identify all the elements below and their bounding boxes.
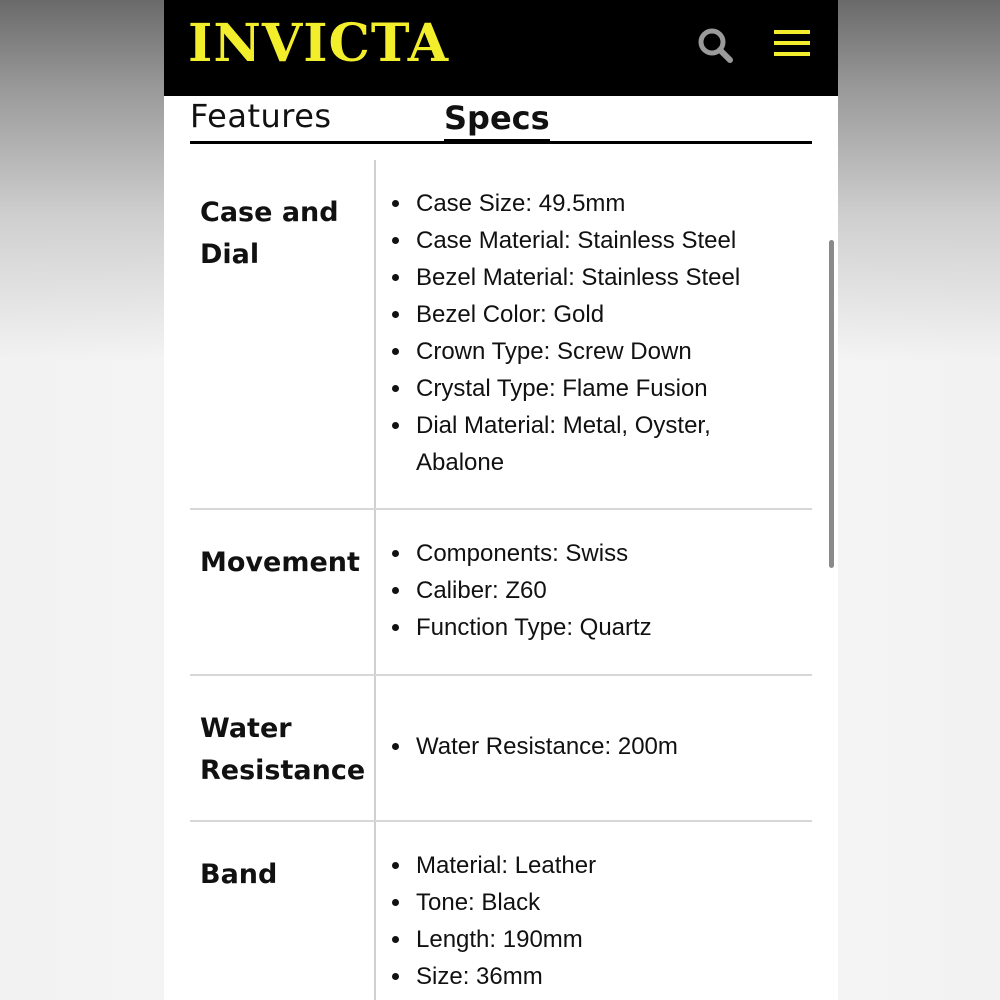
- list-item: Dial Material: Metal, Oyster, Abalone: [388, 407, 736, 481]
- hamburger-menu-icon: [772, 26, 814, 62]
- mobile-page: [164, 0, 838, 1000]
- row-divider: [190, 820, 812, 822]
- spec-label-movement: Movement: [200, 547, 360, 578]
- list-item: Crystal Type: Flame Fusion: [388, 370, 808, 407]
- spec-label-case-and-dial: Case and Dial: [200, 197, 339, 270]
- list-item: Bezel Color: Gold: [388, 296, 808, 333]
- background-right: [838, 0, 1000, 360]
- tab-features[interactable]: Features: [190, 97, 332, 135]
- column-divider: [374, 510, 376, 674]
- spec-list-case-and-dial: [388, 185, 808, 481]
- row-divider: [190, 674, 812, 676]
- background-left: [0, 0, 164, 360]
- list-item: Water Resistance: 200m: [388, 728, 808, 765]
- menu-button[interactable]: [772, 26, 814, 62]
- list-item: Bezel Material: Stainless Steel: [388, 259, 808, 296]
- list-item: Length: 190mm: [388, 921, 808, 958]
- list-item: Material: Leather: [388, 847, 808, 884]
- list-item: Case Material: Stainless Steel: [388, 222, 808, 259]
- spec-list-water-resistance: [388, 728, 808, 765]
- spec-label-band: Band: [200, 859, 278, 890]
- list-item: Caliber: Z60: [388, 572, 808, 609]
- scrollbar[interactable]: [829, 240, 834, 568]
- column-divider: [374, 676, 376, 820]
- list-item: Components: Swiss: [388, 535, 808, 572]
- spec-list-band: [388, 847, 808, 995]
- product-tabs: [190, 96, 812, 144]
- site-header: [164, 0, 838, 96]
- list-item: Crown Type: Screw Down: [388, 333, 808, 370]
- column-divider: [374, 160, 376, 508]
- list-item: Case Size: 49.5mm: [388, 185, 808, 222]
- list-item: Function Type: Quartz: [388, 609, 808, 646]
- tab-specs[interactable]: Specs: [444, 99, 550, 137]
- search-icon: [694, 24, 738, 68]
- list-item: Size: 36mm: [388, 958, 808, 995]
- spec-label-water-resistance: Water Resistance: [200, 713, 366, 786]
- brand-logo[interactable]: INVICTA: [188, 13, 450, 74]
- list-item: Tone: Black: [388, 884, 808, 921]
- column-divider: [374, 822, 376, 1000]
- row-divider: [190, 508, 812, 510]
- search-button[interactable]: [694, 24, 738, 68]
- spec-list-movement: [388, 535, 808, 646]
